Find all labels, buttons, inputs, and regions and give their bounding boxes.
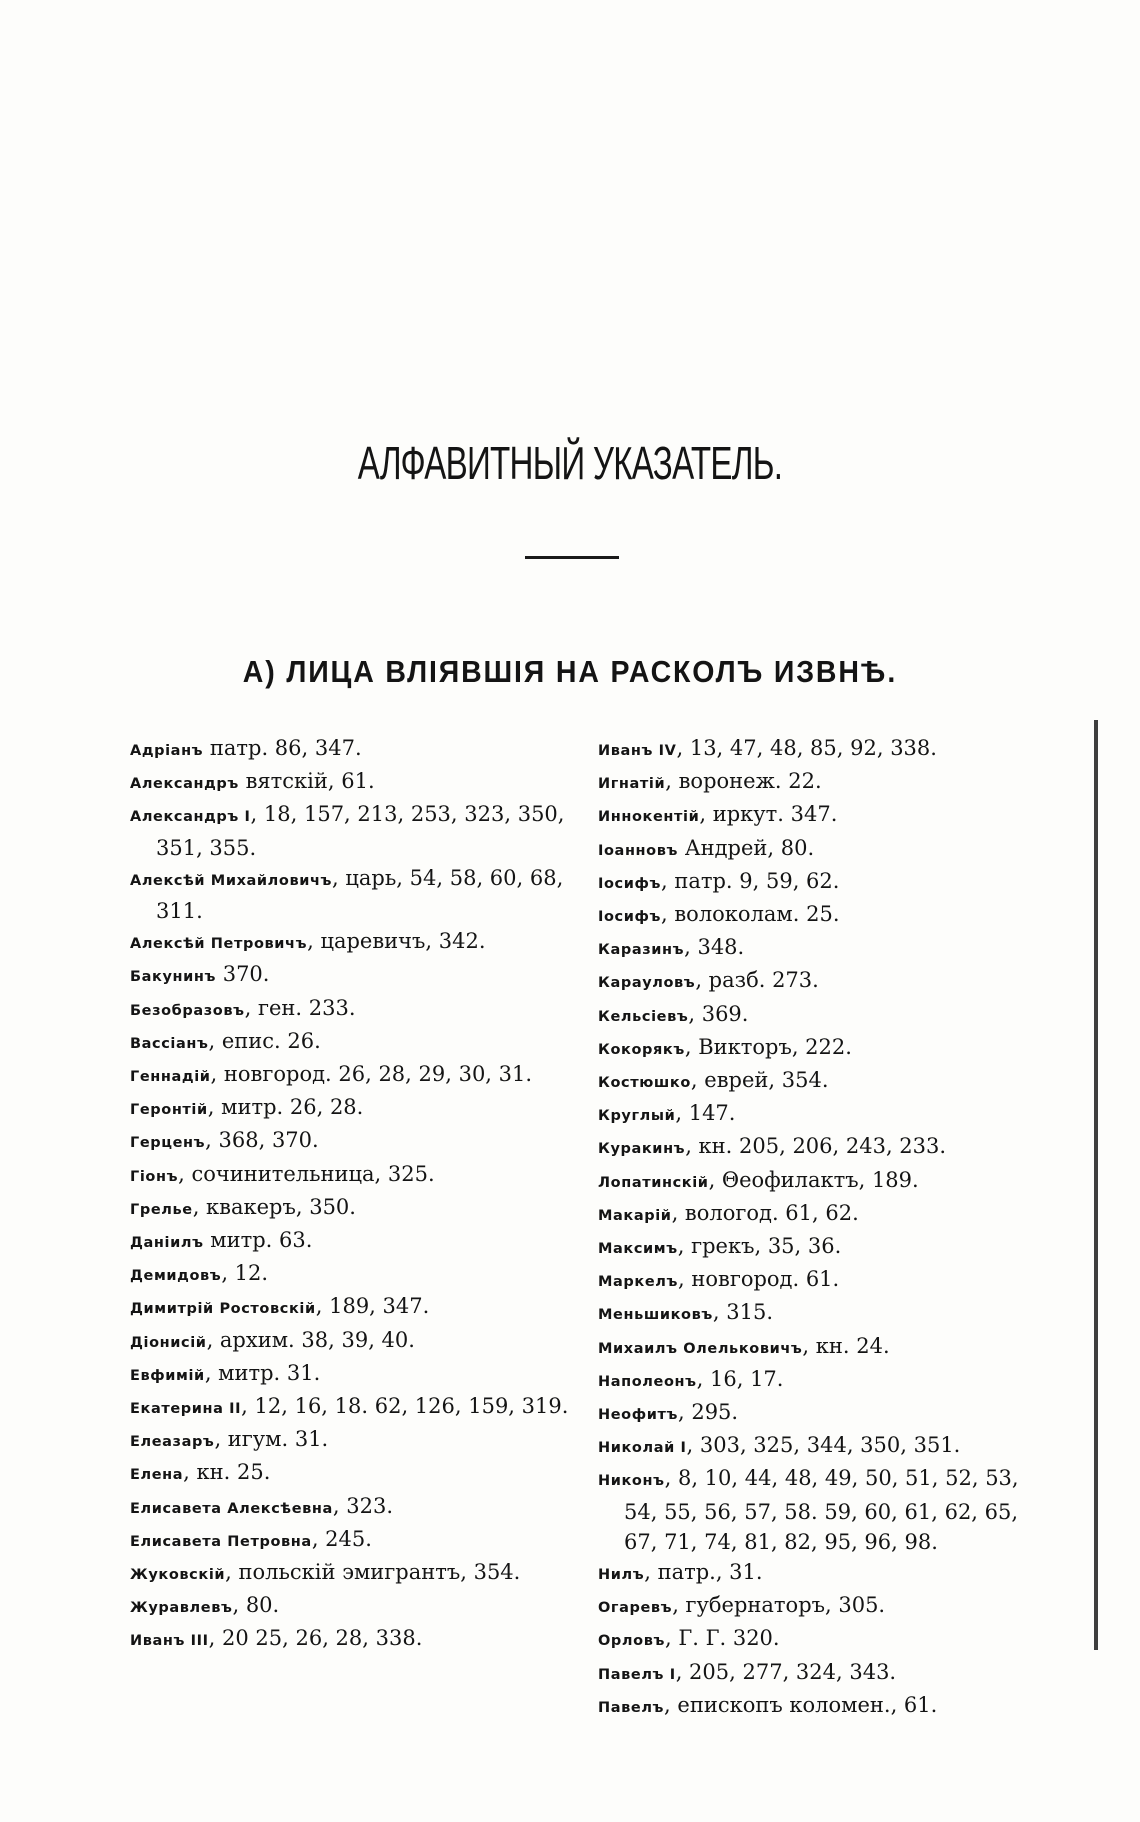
entry-references: , ген. 233. <box>244 995 356 1020</box>
entry-name: Грелье <box>130 1201 193 1218</box>
entry-name: Огаревъ <box>598 1600 673 1617</box>
entry-references: , 147. <box>675 1101 736 1126</box>
entry-name: Алексѣй Михайловичъ <box>130 872 333 889</box>
entry-references: , 189, 347. <box>315 1294 430 1319</box>
index-entry <box>130 1125 570 1158</box>
entry-name: Евфимій <box>130 1367 205 1384</box>
entry-name: Іоанновъ <box>598 842 679 859</box>
entry-name: Николай I <box>598 1440 687 1457</box>
entry-references: , царь, 54, 58, 60, 68, 311. <box>156 865 564 924</box>
entry-name: Вассіанъ <box>130 1035 209 1052</box>
entry-references: , кн. 205, 206, 243, 233. <box>685 1134 947 1159</box>
entry-references: , сочинительница, 325. <box>178 1161 435 1186</box>
index-entry <box>130 1391 570 1424</box>
index-entry <box>598 1690 1058 1723</box>
entry-references: , 80. <box>232 1593 280 1618</box>
entry-name: Гіонъ <box>130 1168 179 1185</box>
entry-name: Максимъ <box>598 1241 678 1258</box>
entry-references: , 12. <box>221 1261 269 1286</box>
entry-references: , Г. Г. 320. <box>664 1626 780 1651</box>
entry-references: , новгород. 61. <box>678 1267 840 1292</box>
entry-references: , 295. <box>677 1400 739 1425</box>
index-entry <box>130 1258 570 1291</box>
index-entry <box>130 1092 570 1125</box>
entry-name: Куракинъ <box>598 1141 686 1158</box>
entry-references: , 16, 17. <box>696 1366 784 1391</box>
index-entry <box>598 899 1058 932</box>
entry-name: Неофитъ <box>598 1407 678 1424</box>
index-entry <box>598 1198 1058 1231</box>
index-entry <box>598 1264 1058 1297</box>
index-column-left <box>130 733 570 1657</box>
entry-references: , губернаторъ, 305. <box>672 1593 886 1618</box>
entry-references: , еврей, 354. <box>690 1068 829 1093</box>
entry-references: , новгород. 26, 28, 29, 30, 31. <box>210 1062 533 1087</box>
entry-references: , 245. <box>311 1526 372 1551</box>
index-entry <box>598 733 1058 766</box>
entry-name: Демидовъ <box>130 1268 222 1285</box>
entry-references: , кн. 24. <box>802 1333 890 1358</box>
entry-references: , патр. 9, 59, 62. <box>661 868 840 893</box>
index-entry <box>598 1463 1058 1557</box>
index-entry <box>598 1098 1058 1131</box>
entry-references: , 315. <box>712 1300 773 1325</box>
index-entry <box>130 1225 570 1258</box>
index-entry <box>130 1424 570 1457</box>
entry-references: , волоколам. 25. <box>661 902 840 927</box>
index-entry <box>598 999 1058 1032</box>
entry-name: Меньшиковъ <box>598 1307 713 1324</box>
entry-references: , митр. 31. <box>204 1360 321 1385</box>
entry-name: Адріанъ <box>130 743 204 759</box>
entry-name: Никонъ <box>598 1473 665 1490</box>
index-entry <box>598 1165 1058 1198</box>
index-entry <box>130 1325 570 1358</box>
index-entry <box>598 1131 1058 1164</box>
entry-name: Даніилъ <box>130 1235 204 1252</box>
entry-references: , 12, 16, 18. 62, 126, 159, 319. <box>241 1394 569 1419</box>
index-entry <box>130 959 570 992</box>
entry-name: Орловъ <box>598 1633 665 1650</box>
index-entry <box>130 1623 570 1656</box>
index-entry <box>130 766 570 799</box>
entry-references: , 18, 157, 213, 253, 323, 350, 351, 355. <box>156 802 565 860</box>
entry-name: Кокорякъ <box>598 1041 685 1058</box>
entry-name: Елена <box>130 1467 184 1484</box>
entry-name: Каразинъ <box>598 942 685 959</box>
entry-name: Костюшко <box>598 1075 691 1092</box>
index-entry <box>598 932 1058 965</box>
index-entry <box>130 1291 570 1324</box>
index-entry <box>130 1192 570 1225</box>
entry-references: , митр. 26, 28. <box>207 1095 364 1120</box>
index-entry <box>130 1059 570 1092</box>
index-entry <box>598 1032 1058 1065</box>
entry-references: , патр., 31. <box>644 1560 763 1585</box>
index-entry <box>598 1557 1058 1590</box>
entry-name: Алексѣй Петровичъ <box>130 936 308 953</box>
entry-references: , архим. 38, 39, 40. <box>206 1327 415 1352</box>
index-entry <box>130 863 570 926</box>
entry-name: Наполеонъ <box>598 1373 697 1390</box>
entry-name: Герценъ <box>130 1135 206 1152</box>
entry-name: Безобразовъ <box>130 1002 245 1019</box>
index-entry <box>598 1331 1058 1364</box>
entry-references: , 13, 47, 48, 85, 92, 338. <box>676 736 937 760</box>
entry-references: , воронеж. 22. <box>665 769 822 794</box>
entry-references: , 369. <box>688 1001 749 1026</box>
entry-references: , грекъ, 35, 36. <box>677 1234 842 1259</box>
page-title: АЛФАВИТНЫЙ УКАЗАТЕЛЬ. <box>357 436 783 489</box>
entry-references: , квакеръ, 350. <box>192 1194 356 1219</box>
entry-references: митр. 63. <box>203 1228 313 1253</box>
entry-name: Бакунинъ <box>130 969 217 986</box>
index-entry <box>598 1364 1058 1397</box>
entry-name: Діонисій <box>130 1334 207 1351</box>
entry-name: Игнатій <box>598 776 666 793</box>
entry-name: Нилъ <box>598 1567 645 1584</box>
entry-references: , Θеофилактъ, 189. <box>708 1167 919 1192</box>
index-entry <box>598 965 1058 998</box>
entry-references: , польскій эмигрантъ, 354. <box>225 1560 521 1585</box>
entry-name: Екатерина II <box>130 1401 242 1418</box>
entry-references: 370. <box>216 962 270 987</box>
entry-name: Маркелъ <box>598 1274 678 1291</box>
index-entry <box>598 833 1058 866</box>
entry-references: , вологод. 61, 62. <box>671 1200 859 1225</box>
index-entry <box>130 1557 570 1590</box>
entry-name: Иванъ IV <box>598 743 677 759</box>
entry-name: Кельсіевъ <box>598 1008 689 1025</box>
index-entry <box>130 1524 570 1557</box>
index-entry <box>130 926 570 959</box>
index-entry <box>130 1457 570 1490</box>
entry-name: Павелъ <box>598 1699 665 1716</box>
entry-name: Круглый <box>598 1108 676 1125</box>
entry-name: Жуковскій <box>130 1567 226 1584</box>
entry-name: Павелъ I <box>598 1666 676 1683</box>
index-entry <box>130 1026 570 1059</box>
index-entry <box>130 1491 570 1524</box>
index-entry <box>598 1590 1058 1623</box>
entry-references: , 323. <box>332 1493 394 1518</box>
entry-references: , 348. <box>684 935 745 960</box>
index-entry <box>598 866 1058 899</box>
index-entry <box>130 993 570 1026</box>
entry-name: Елисавета Петровна <box>130 1533 312 1550</box>
entry-references: , епископъ коломен., 61. <box>664 1692 938 1717</box>
index-entry <box>130 733 570 766</box>
entry-references: Андрей, 80. <box>678 835 815 860</box>
index-entry <box>130 1159 570 1192</box>
index-entry <box>598 1430 1058 1463</box>
index-entry <box>130 1590 570 1623</box>
entry-references: , царевичъ, 342. <box>307 929 486 954</box>
entry-references: , 20 25, 26, 28, 338. <box>208 1626 423 1651</box>
entry-references: вятскій, 61. <box>238 769 375 794</box>
entry-name: Александръ <box>130 776 239 793</box>
entry-name: Лопатинскій <box>598 1174 709 1191</box>
entry-name: Макарій <box>598 1207 672 1224</box>
entry-references: , игум. 31. <box>214 1427 329 1452</box>
entry-name: Елеазаръ <box>130 1434 215 1451</box>
index-entry <box>130 799 570 862</box>
index-entry <box>598 766 1058 799</box>
entry-references: , епис. 26. <box>208 1028 321 1053</box>
entry-references: , иркут. 347. <box>699 802 838 827</box>
entry-name: Іосифъ <box>598 909 661 926</box>
entry-name: Елисавета Алексѣевна <box>130 1500 333 1517</box>
entry-name: Геннадій <box>130 1069 211 1086</box>
entry-references: , 8, 10, 44, 48, 49, 50, 51, 52, 53, 54, 55, 56, 57, 58. 59, 60, 61, 62, 65, 67, 71, 74, 81, 82, 95, 96, 98. <box>624 1466 1019 1554</box>
entry-name: Михаилъ Олельковичъ <box>598 1340 803 1357</box>
entry-references: , разб. 273. <box>695 968 819 993</box>
index-entry <box>598 1397 1058 1430</box>
index-entry <box>598 1657 1058 1690</box>
page-edge-line <box>1094 720 1098 1650</box>
entry-name: Журавлевъ <box>130 1600 233 1617</box>
index-entry <box>598 1065 1058 1098</box>
index-entry <box>598 1623 1058 1656</box>
index-entry <box>130 1358 570 1391</box>
entry-references: , Викторъ, 222. <box>684 1034 852 1059</box>
entry-references: , 205, 277, 324, 343. <box>675 1659 897 1684</box>
entry-name: Александръ I <box>130 809 251 826</box>
entry-references: , кн. 25. <box>183 1460 271 1485</box>
index-entry <box>598 1297 1058 1330</box>
entry-name: Иннокентій <box>598 809 700 826</box>
entry-references: , 368, 370. <box>205 1128 319 1153</box>
section-heading: А) ЛИЦА ВЛІЯВШІЯ НА РАСКОЛЪ ИЗВНѢ. <box>242 653 898 689</box>
entry-name: Иванъ III <box>130 1633 209 1650</box>
entry-name: Карауловъ <box>598 975 696 992</box>
title-divider <box>525 556 619 559</box>
entry-name: Геронтій <box>130 1102 208 1119</box>
entry-references: , 303, 325, 344, 350, 351. <box>686 1433 961 1458</box>
index-entry <box>598 799 1058 832</box>
entry-references: патр. 86, 347. <box>203 736 362 760</box>
entry-name: Димитрій Ростовскій <box>130 1301 316 1318</box>
index-column-right <box>598 733 1058 1723</box>
index-entry <box>598 1231 1058 1264</box>
entry-name: Іосифъ <box>598 875 661 892</box>
